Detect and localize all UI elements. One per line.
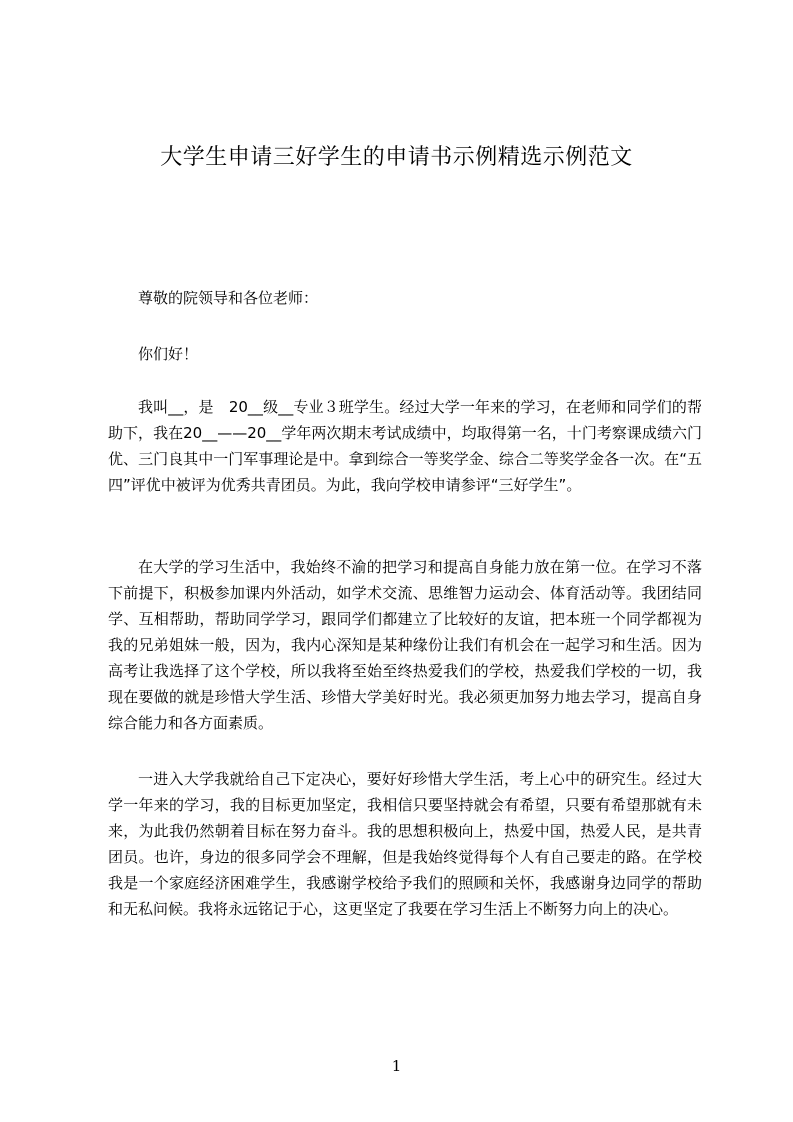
page-number: 1 [391,1057,402,1075]
document-title: 大学生申请三好学生的申请书示例精选示例范文 [160,145,633,170]
paragraph-2: 在大学的学习生活中，我始终不渝的把学习和提高自身能力放在第一位。在学习不落下前提下，积极参加课内外活动，如学术交流、思维智力运动会、体育活动等。我团结同学、互相帮助，帮助同学学习，跟同学们都建立了比较好的友谊，把本班一个同学都视为我的兄弟姐妹一般，因为，我内心深知是某种缘份让我们有机会在一起学习和生活。因为高考让我选择了这个学校，所以我将至始至终热爱我们的学校，热爱我们学校的一切，我现在要做的就是珍惜大学生活、珍惜大学美好时光。我必须更加努力地去学习，提高自身综合能力和各方面素质。 [108,558,702,732]
salutation: 尊敬的院领导和各位老师： [138,289,319,307]
paragraph-3: 一进入大学我就给自己下定决心，要好好珍惜大学生活，考上心中的研究生。经过大学一年来的学习，我的目标更加坚定，我相信只要坚持就会有希望，只要有希望那就有未来，为此我仍然朝着目标在努力奋斗。我的思想积极向上，热爱中国，热爱人民，是共青团员。也许，身边的很多同学会不理解，但是我始终觉得每个人有自己要走的路。在学校我是一个家庭经济困难学生，我感谢学校给予我们的照顾和关怀，我感谢身边同学的帮助和无私问候。我将永远铭记于心，这更坚定了我要在学习生活上不断努力向上的决心。 [108,770,702,918]
paragraph-1: 我叫__，是 20__级__专业３班学生。经过大学一年来的学习，在老师和同学们的帮助下，我在20__——20__学年两次期末考试成绩中，均取得第一名，十门考察课成绩六门优、三门良其中一门军事理论是中。拿到综合一等奖学金、综合二等奖学金各一次。在“五四”评优中被评为优秀共青团员。为此，我向学校申请参评“三好学生”。 [108,398,702,494]
greeting: 你们好！ [138,345,199,363]
